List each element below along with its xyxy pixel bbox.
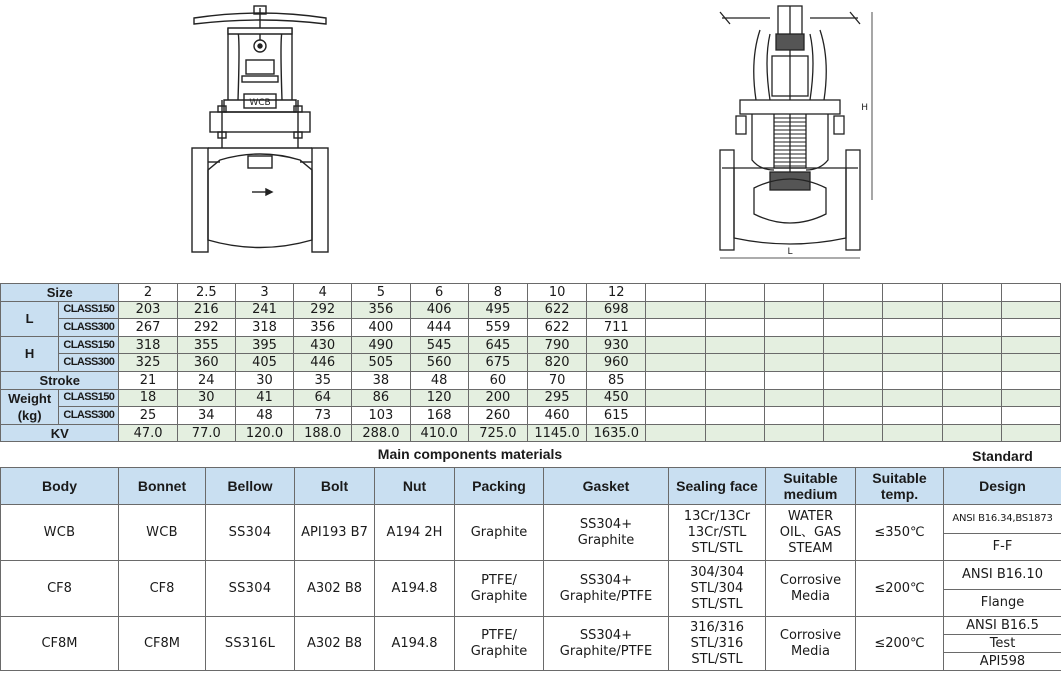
value-cell: 645	[468, 336, 527, 354]
cell-line: Corrosive	[779, 627, 842, 643]
header-line: medium	[783, 486, 838, 502]
size-cell: 5	[352, 284, 410, 302]
value-cell: 318	[235, 319, 293, 337]
value-cell: 675	[468, 354, 527, 372]
value-cell: 103	[352, 407, 410, 425]
materials-title: Main components materials	[377, 446, 563, 462]
cell-line: Media	[790, 643, 831, 659]
size-cell: 2.5	[177, 284, 235, 302]
cell-line: STL/STL	[691, 540, 743, 556]
value-cell: 490	[352, 336, 410, 354]
value-cell: 405	[235, 354, 293, 372]
value-cell: 960	[587, 354, 646, 372]
class-label: CLASS150	[59, 301, 119, 319]
value-cell: 505	[352, 354, 410, 372]
value-cell: 450	[587, 389, 646, 407]
value-cell: 559	[468, 319, 527, 337]
value-cell: 35	[294, 371, 352, 389]
packing-cell	[455, 561, 544, 617]
bolt-cell: A302 B8	[295, 617, 375, 671]
bellow-cell: SS304	[206, 561, 295, 617]
weight-label	[1, 389, 59, 424]
value-cell: 1635.0	[587, 424, 646, 442]
value-cell: 24	[177, 371, 235, 389]
cell-line: Graphite	[470, 588, 528, 604]
l-class300-row	[1, 319, 1061, 337]
value-cell: 34	[177, 407, 235, 425]
size-cell: 8	[468, 284, 527, 302]
value-cell: 18	[119, 389, 177, 407]
value-cell: 410.0	[410, 424, 468, 442]
value-cell: 241	[235, 301, 293, 319]
value-cell: 203	[119, 301, 177, 319]
value-cell: 188.0	[294, 424, 352, 442]
gasket-cell	[544, 617, 669, 671]
value-cell: 30	[177, 389, 235, 407]
header-line: temp.	[880, 486, 919, 502]
temp-cell: ≤350℃	[856, 505, 944, 561]
class-label: CLASS300	[59, 407, 119, 425]
header-gasket: Gasket	[544, 468, 669, 505]
temp-cell: ≤200℃	[856, 561, 944, 617]
cell-line: STL/316	[690, 635, 744, 651]
cell-line: PTFE/	[481, 627, 517, 643]
value-cell: 73	[294, 407, 352, 425]
bolt-cell: A302 B8	[295, 561, 375, 617]
size-row	[1, 284, 1061, 302]
nut-cell: A194 2H	[375, 505, 455, 561]
nut-cell: A194.8	[375, 561, 455, 617]
sealing-cell	[669, 505, 766, 561]
weight-class150-row	[1, 389, 1061, 407]
medium-cell	[766, 617, 856, 671]
value-cell: 430	[294, 336, 352, 354]
cell-line: STL/STL	[691, 651, 743, 667]
value-cell: 292	[294, 301, 352, 319]
dimension-h-label: H	[861, 103, 868, 113]
header-sealing-face: Sealing face	[669, 468, 766, 505]
packing-cell	[455, 505, 544, 561]
value-cell: 930	[587, 336, 646, 354]
cell-line: Corrosive	[779, 572, 842, 588]
value-cell: 38	[352, 371, 410, 389]
weight-class300-row	[1, 407, 1061, 425]
value-cell: 120	[410, 389, 468, 407]
value-cell: 70	[527, 371, 586, 389]
size-cell: 3	[235, 284, 293, 302]
value-cell: 356	[294, 319, 352, 337]
material-row	[1, 617, 1061, 635]
bolt-cell: API193 B7	[295, 505, 375, 561]
cell-line: PTFE/	[481, 572, 517, 588]
size-label: Size	[1, 284, 119, 302]
cell-line: 304/304	[689, 564, 744, 580]
cell-line: OIL、GAS	[779, 524, 842, 540]
size-cell: 4	[294, 284, 352, 302]
valve-section-view-drawing	[700, 0, 880, 283]
cell-line: 13Cr/STL	[687, 524, 747, 540]
value-cell: 260	[468, 407, 527, 425]
bellow-cell: SS304	[206, 505, 295, 561]
standard-cell: Test	[944, 635, 1061, 653]
temp-cell: ≤200℃	[856, 617, 944, 671]
value-cell: 820	[527, 354, 586, 372]
bellow-cell: SS316L	[206, 617, 295, 671]
value-cell: 360	[177, 354, 235, 372]
cell-line: Graphite	[577, 532, 635, 548]
cell-line: 316/316	[689, 619, 744, 635]
value-cell: 615	[587, 407, 646, 425]
cell-line: SS304+	[579, 627, 633, 643]
header-suitable-temp	[856, 468, 944, 505]
standard-title: Standard	[972, 448, 1033, 464]
cell-line: 13Cr/13Cr	[683, 508, 751, 524]
valve-front-view-drawing	[180, 0, 340, 283]
material-row	[1, 561, 1061, 590]
value-cell: 25	[119, 407, 177, 425]
cell-line: SS304+	[579, 516, 633, 532]
value-cell: 698	[587, 301, 646, 319]
materials-table	[0, 467, 1061, 671]
kv-label: KV	[1, 424, 119, 442]
value-cell: 725.0	[468, 424, 527, 442]
value-cell: 48	[235, 407, 293, 425]
sealing-cell	[669, 561, 766, 617]
value-cell: 216	[177, 301, 235, 319]
value-cell: 355	[177, 336, 235, 354]
size-cell: 12	[587, 284, 646, 302]
medium-cell	[766, 505, 856, 561]
nut-cell: A194.8	[375, 617, 455, 671]
h-class300-row	[1, 354, 1061, 372]
header-bolt: Bolt	[295, 468, 375, 505]
value-cell: 395	[235, 336, 293, 354]
cell-line: Graphite/PTFE	[559, 643, 653, 659]
bonnet-cell: CF8	[119, 561, 206, 617]
materials-header-row	[1, 468, 1061, 505]
value-cell: 318	[119, 336, 177, 354]
h-class150-row	[1, 336, 1061, 354]
value-cell: 560	[410, 354, 468, 372]
value-cell: 1145.0	[527, 424, 586, 442]
value-cell: 47.0	[119, 424, 177, 442]
header-bellow: Bellow	[206, 468, 295, 505]
l-label: L	[1, 301, 59, 336]
header-nut: Nut	[375, 468, 455, 505]
size-cell: 10	[527, 284, 586, 302]
value-cell: 545	[410, 336, 468, 354]
stroke-label: Stroke	[1, 371, 119, 389]
gasket-cell	[544, 561, 669, 617]
value-cell: 48	[410, 371, 468, 389]
header-line: Suitable	[783, 470, 838, 486]
bonnet-cell: WCB	[119, 505, 206, 561]
weight-label-line: Weight	[8, 390, 52, 406]
value-cell: 295	[527, 389, 586, 407]
body-cell: CF8M	[1, 617, 119, 671]
cell-line: STEAM	[788, 540, 833, 556]
standard-cell: API598	[944, 653, 1061, 671]
gasket-cell	[544, 505, 669, 561]
value-cell: 86	[352, 389, 410, 407]
packing-cell	[455, 617, 544, 671]
value-cell: 267	[119, 319, 177, 337]
cell-line: STL/STL	[691, 596, 743, 612]
dimension-l-label: L	[787, 247, 793, 257]
cell-line: Media	[790, 588, 831, 604]
header-line: Suitable	[872, 470, 927, 486]
value-cell: 200	[468, 389, 527, 407]
standard-cell: ANSI B16.5	[944, 617, 1061, 635]
cell-line: STL/304	[690, 580, 744, 596]
standard-cell: Flange	[944, 590, 1061, 617]
stroke-row	[1, 371, 1061, 389]
value-cell: 288.0	[352, 424, 410, 442]
dimension-table	[0, 283, 1061, 442]
value-cell: 446	[294, 354, 352, 372]
value-cell: 790	[527, 336, 586, 354]
value-cell: 21	[119, 371, 177, 389]
cell-line: WATER	[787, 508, 834, 524]
sealing-cell	[669, 617, 766, 671]
cell-line: Graphite	[470, 524, 528, 540]
value-cell: 77.0	[177, 424, 235, 442]
value-cell: 622	[527, 319, 586, 337]
cell-line: SS304+	[579, 572, 633, 588]
header-packing: Packing	[455, 468, 544, 505]
size-cell: 2	[119, 284, 177, 302]
value-cell: 85	[587, 371, 646, 389]
l-class150-row	[1, 301, 1061, 319]
class-label: CLASS150	[59, 336, 119, 354]
body-cell: WCB	[1, 505, 119, 561]
value-cell: 325	[119, 354, 177, 372]
value-cell: 168	[410, 407, 468, 425]
header-design: Design	[944, 468, 1061, 505]
header-bonnet: Bonnet	[119, 468, 206, 505]
standard-cell: F-F	[944, 534, 1061, 561]
kv-row	[1, 424, 1061, 442]
class-label: CLASS300	[59, 319, 119, 337]
value-cell: 400	[352, 319, 410, 337]
header-suitable-medium	[766, 468, 856, 505]
class-label: CLASS300	[59, 354, 119, 372]
body-cell: CF8	[1, 561, 119, 617]
standard-cell: ANSI B16.34,BS1873	[944, 505, 1061, 534]
value-cell: 622	[527, 301, 586, 319]
value-cell: 64	[294, 389, 352, 407]
value-cell: 292	[177, 319, 235, 337]
bonnet-cell: CF8M	[119, 617, 206, 671]
cell-line: Graphite	[470, 643, 528, 659]
cell-line: Graphite/PTFE	[559, 588, 653, 604]
value-cell: 120.0	[235, 424, 293, 442]
value-cell: 356	[352, 301, 410, 319]
value-cell: 41	[235, 389, 293, 407]
value-cell: 60	[468, 371, 527, 389]
value-cell: 444	[410, 319, 468, 337]
material-row	[1, 505, 1061, 534]
value-cell: 495	[468, 301, 527, 319]
body-mark-text: WCB	[249, 98, 271, 108]
standard-cell: ANSI B16.10	[944, 561, 1061, 590]
size-cell: 6	[410, 284, 468, 302]
h-label: H	[1, 336, 59, 371]
class-label: CLASS150	[59, 389, 119, 407]
value-cell: 30	[235, 371, 293, 389]
value-cell: 460	[527, 407, 586, 425]
header-body: Body	[1, 468, 119, 505]
medium-cell	[766, 561, 856, 617]
value-cell: 406	[410, 301, 468, 319]
weight-unit-line: (kg)	[17, 407, 42, 423]
value-cell: 711	[587, 319, 646, 337]
